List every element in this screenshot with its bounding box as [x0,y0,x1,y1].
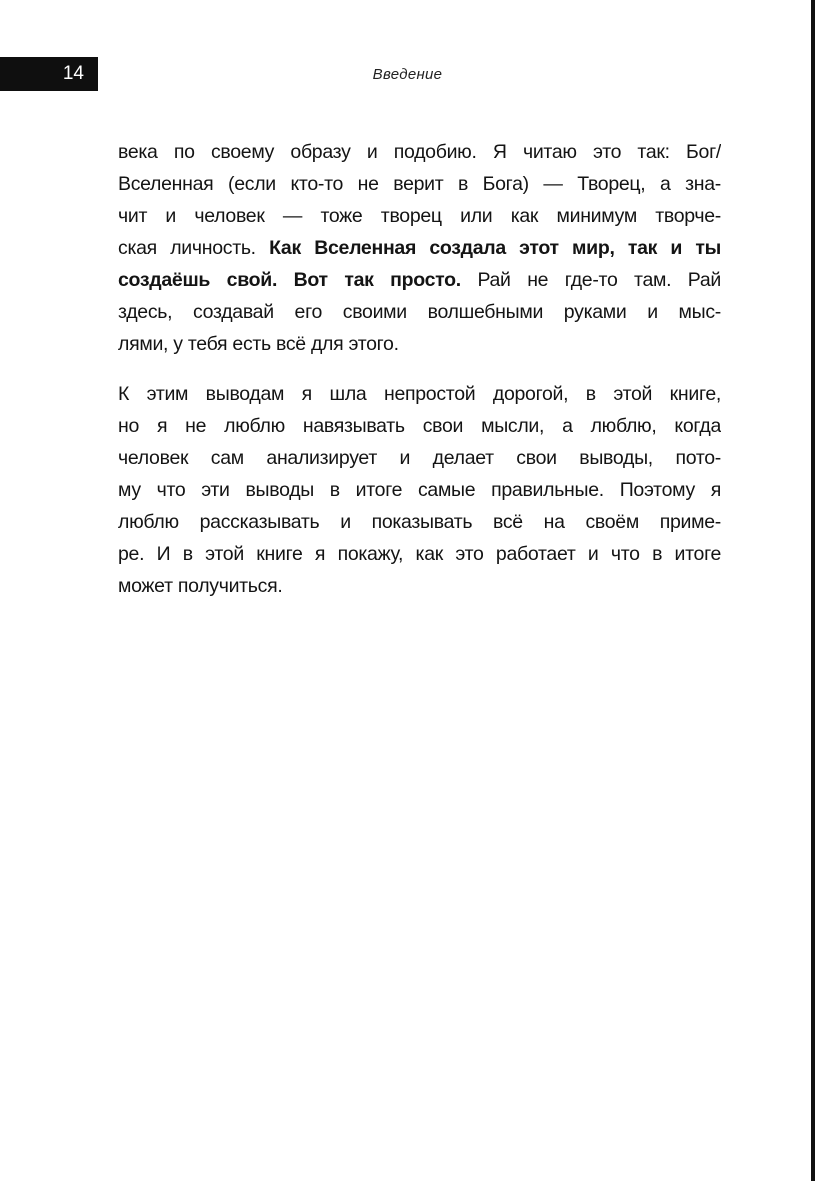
text-line: но я не люблю навязывать свои мысли, а люблю, когда [118,415,721,437]
text-line: ская личность. Как Вселенная создала этот мир, так и ты [118,237,721,259]
bold-emphasis: создаёшь свой. Вот так просто. [118,269,461,291]
text-line: му что эти выводы в итоге самые правильные. Поэтому я [118,479,721,501]
text-line: здесь, создавай его своими волшебными руками и мыс- [118,301,721,323]
text-line: лями, у тебя есть всё для этого. [118,333,399,355]
paragraph [118,378,721,602]
text-line: чит и человек — тоже творец или как минимум творче- [118,205,721,227]
text-line: К этим выводам я шла непростой дорогой, в этой книге, [118,383,721,405]
paragraph [118,136,721,360]
body-text [118,136,721,602]
page-edge-rule [811,0,815,1181]
text-line: люблю рассказывать и показывать всё на своём приме- [118,511,721,533]
bold-emphasis: Как Вселенная создала этот мир, так и ты [269,237,721,259]
text-line: ре. И в этой книге я покажу, как это работает и что в итоге [118,543,721,565]
page-number: 14 [62,63,84,84]
text-line: может получиться. [118,575,283,597]
text-line: создаёшь свой. Вот так просто. Рай не где-то там. Рай [118,269,721,291]
text-line: Вселенная (если кто-то не верит в Бога) — Творец, а зна- [118,173,721,195]
text-line: человек сам анализирует и делает свои выводы, пото- [118,447,721,469]
running-title: Введение [372,66,443,83]
text-line: века по своему образу и подобию. Я читаю это так: Бог/ [118,141,721,163]
